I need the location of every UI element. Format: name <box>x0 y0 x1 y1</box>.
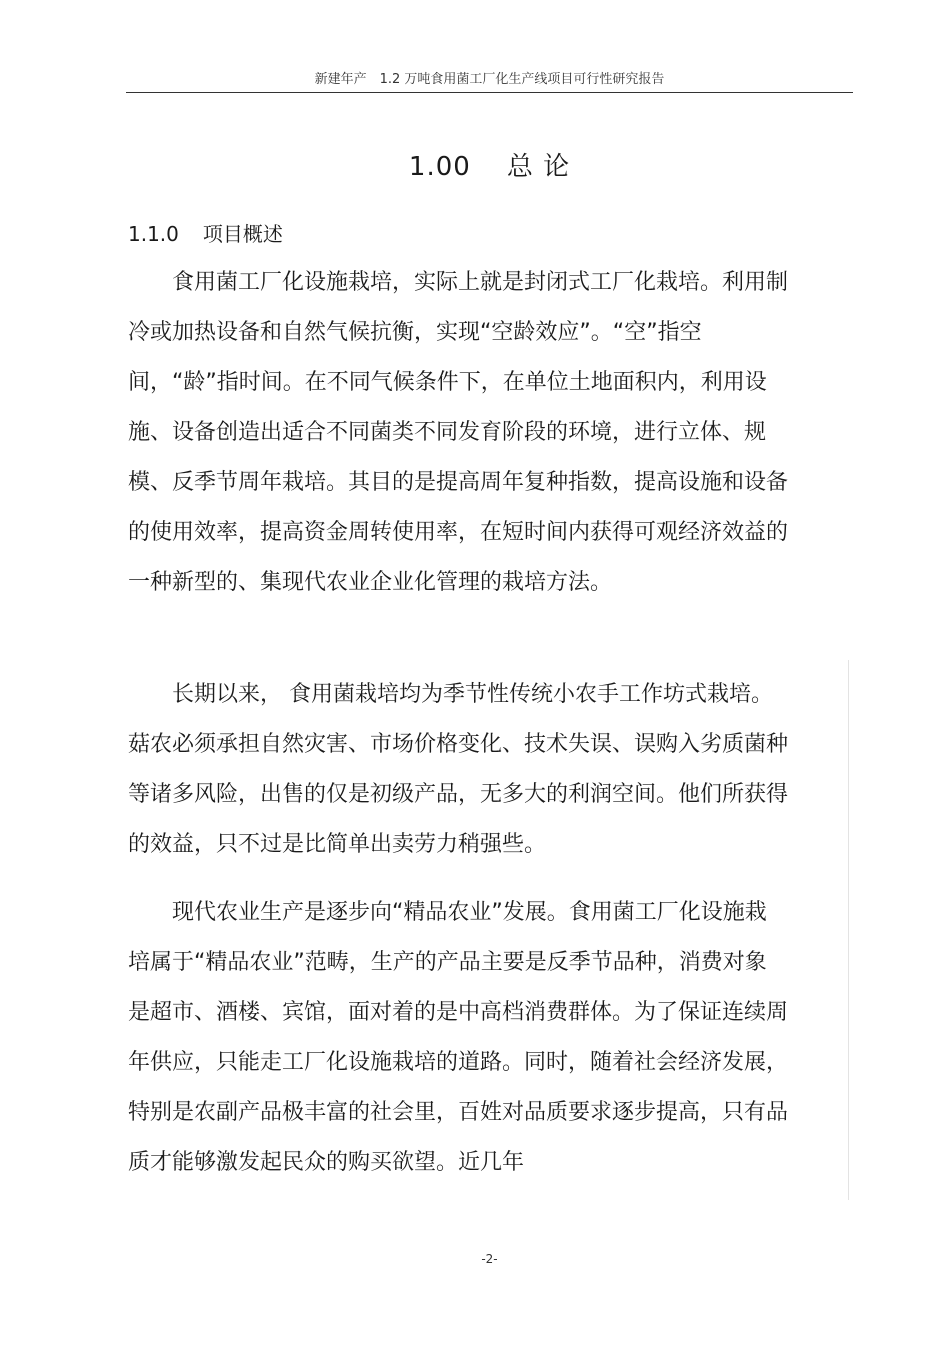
paragraph-3-block <box>128 888 788 1188</box>
paragraph: 现代农业生产是逐步向“精品农业”发展。食用菌工厂化设施栽培属于“精品农业”范畴，生产的产品主要是反季节品种，消费对象是超市、酒楼、宾馆，面对着的是中高档消费群体。为了保证连续周年供应，只能走工厂化设施栽培的道路。同时，随着社会经济发展，特别是农副产品极丰富的社会里，百姓对品质要求逐步提高，只有品质才能够激发起民众的购买欲望。近几年 <box>128 900 789 1175</box>
margin-line <box>848 660 849 1200</box>
chapter-number: 1.00 <box>408 152 471 182</box>
chapter-title <box>126 146 853 183</box>
header-divider <box>126 92 853 93</box>
chapter-title-text: 总 论 <box>506 152 571 182</box>
section-title-text: 项目概述 <box>202 222 283 246</box>
paragraph: 食用菌工厂化设施栽培，实际上就是封闭式工厂化栽培。利用制冷或加热设备和自然气候抗衡，实现“空龄效应”。“空”指空间，“龄”指时间。在不同气候条件下，在单位土地面积内，利用设施、设备创造出适合不同菌类不同发育阶段的环境，进行立体、规模、反季节周年栽培。其目的是提高周年复种指数，提高设施和设备的使用效率，提高资金周转使用率，在短时间内获得可观经济效益的一种新型的、集现代农业企业化管理的栽培方法。 <box>128 270 789 595</box>
running-header: 新建年产 1.2 万吨食用菌工厂化生产线项目可行性研究报告 <box>314 72 665 87</box>
paragraph-2-block <box>128 670 788 870</box>
paragraph-1-block <box>128 258 788 608</box>
section-number: 1.1.0 <box>128 222 179 246</box>
section-heading <box>128 218 283 247</box>
paragraph: 长期以来， 食用菌栽培均为季节性传统小农手工作坊式栽培。菇农必须承担自然灾害、市场价格变化、技术失误、误购入劣质菌种等诸多风险，出售的仅是初级产品，无多大的利润空间。他们所获得的效益，只不过是比简单出卖劳力稍强些。 <box>128 682 789 857</box>
page-number: -2- <box>481 1252 498 1266</box>
